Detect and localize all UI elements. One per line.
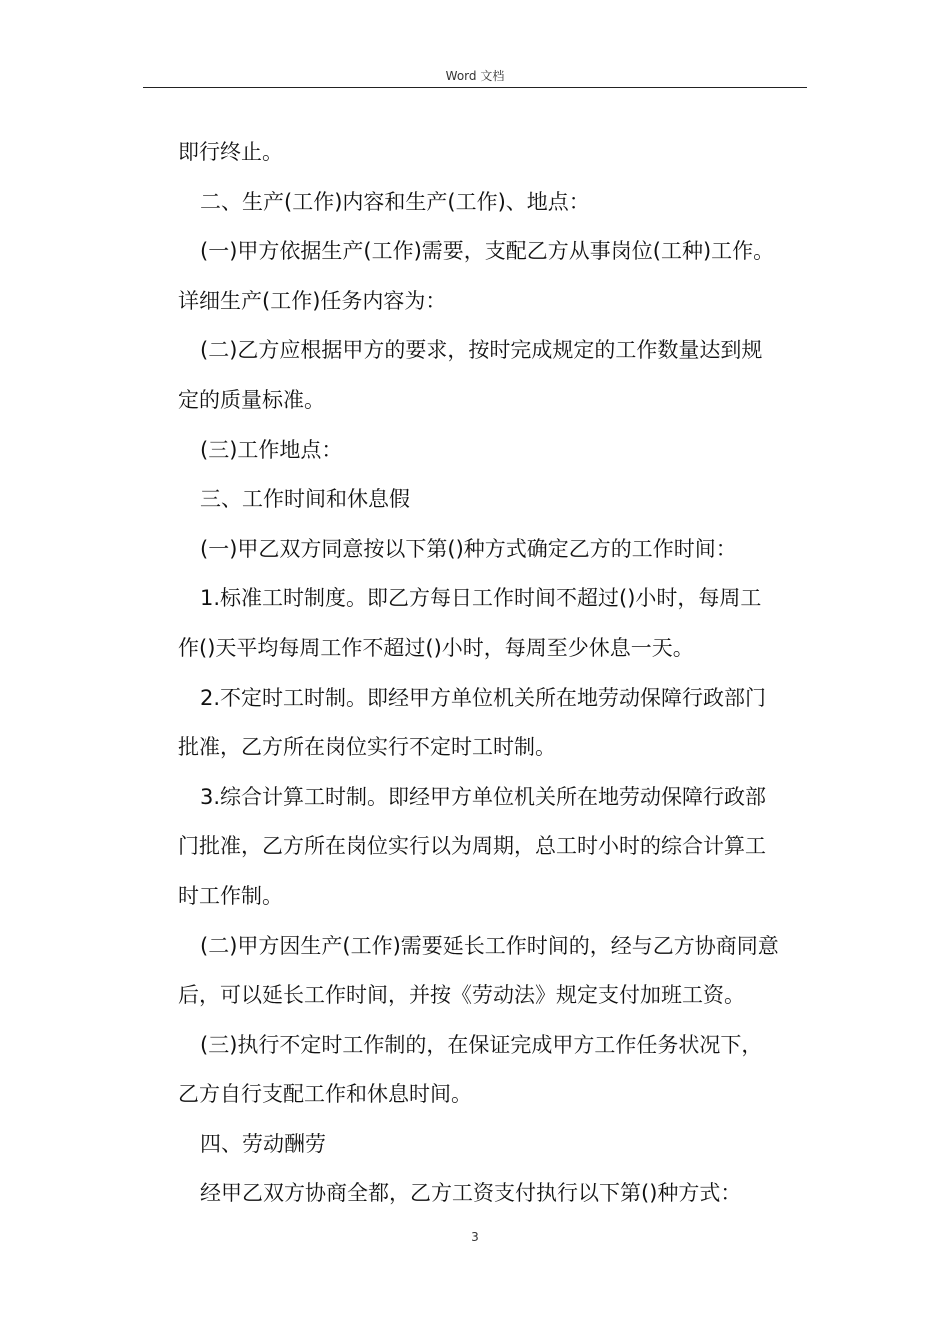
- text-line: (三)执行不定时工作制的，在保证完成甲方工作任务状况下，: [200, 1032, 763, 1057]
- page-header: Word 文档: [445, 69, 505, 83]
- text-line: 1.标准工时制度。即乙方每日工作时间不超过()小时，每周工: [200, 586, 762, 611]
- text-line: (一)甲乙双方同意按以下第()种方式确定乙方的工作时间：: [200, 536, 737, 561]
- text-line: 3.综合计算工时制。即经甲方单位机关所在地劳动保障行政部: [200, 784, 767, 809]
- text-line: 门批准，乙方所在岗位实行以为周期，总工时小时的综合计算工: [178, 834, 766, 859]
- text-line: 经甲乙双方协商全都，乙方工资支付执行以下第()种方式：: [200, 1181, 742, 1206]
- text-line: 乙方自行支配工作和休息时间。: [178, 1082, 472, 1107]
- text-line: (三)工作地点：: [200, 437, 343, 462]
- text-line: 定的质量标准。: [178, 387, 325, 412]
- text-line: 二、生产(工作)内容和生产(工作)、地点：: [200, 189, 590, 214]
- page-number: 3: [471, 1230, 479, 1244]
- text-line: (一)甲方依据生产(工作)需要，支配乙方从事岗位(工种)工作。: [200, 239, 775, 264]
- text-line: 时工作制。: [178, 883, 283, 908]
- text-line: (二)乙方应根据甲方的要求，按时完成规定的工作数量达到规: [200, 338, 763, 363]
- text-line: 即行终止。: [178, 140, 283, 164]
- header-divider: [143, 87, 807, 88]
- text-line: 2.不定时工时制。即经甲方单位机关所在地劳动保障行政部门: [200, 685, 767, 710]
- text-line: 作()天平均每周工作不超过()小时，每周至少休息一天。: [178, 635, 694, 660]
- text-line: (二)甲方因生产(工作)需要延长工作时间的，经与乙方协商同意: [200, 933, 779, 958]
- document-body: [178, 128, 806, 1219]
- text-line: 四、劳动酬劳: [200, 1131, 326, 1156]
- text-line: 三、工作时间和休息假: [200, 487, 410, 512]
- text-line: 批准，乙方所在岗位实行不定时工时制。: [178, 735, 556, 760]
- text-line: 详细生产(工作)任务内容为：: [178, 288, 447, 313]
- text-line: 后，可以延长工作时间，并按《劳动法》规定支付加班工资。: [178, 983, 745, 1008]
